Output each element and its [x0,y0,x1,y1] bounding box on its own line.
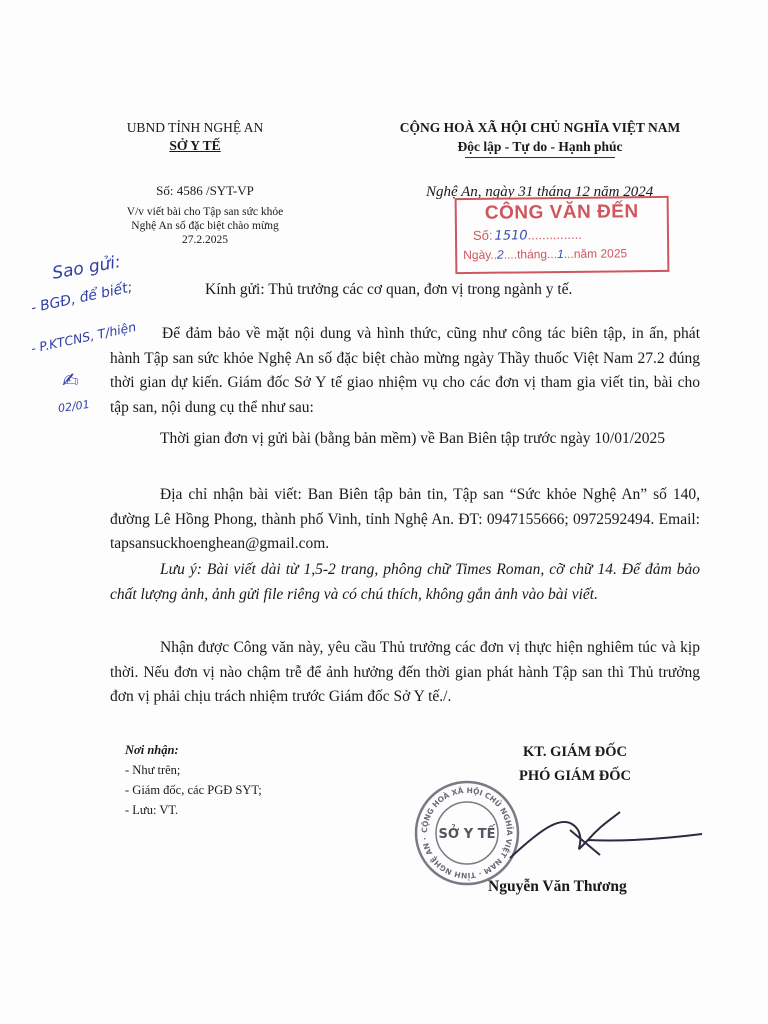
subject-line: 27.2.2025 [182,234,228,246]
signer-role: KT. GIÁM ĐỐC [522,744,628,760]
inbox-date-month: 1 [557,246,564,262]
dotted-fill: ............... [527,226,582,243]
inbox-stamp-title: CÔNG VĂN ĐẾN [484,201,639,224]
recipients-heading: Nơi nhận: [125,743,179,757]
recipient-item: - Giám đốc, các PGĐ SYT; [125,783,262,797]
recipient-item: - Lưu: VT. [125,803,179,817]
subject-line: Nghệ An số đặc biệt chào mừng [131,220,279,232]
motto: Độc lập - Tự do - Hạnh phúc [457,139,623,154]
body-paragraph-note: Lưu ý: Bài viết dài từ 1,5-2 trang, phông chữ Times Roman, cỡ chữ 14. Để đảm bảo chất lượng ảnh, ảnh gửi file riêng và có chú thích, không gắn ảnh vào bài viết. [110,561,700,603]
handwritten-note-line: - P.KTCNS, T/hiện [29,319,138,356]
nation-title: CỘNG HOÀ XÃ HỘI CHỦ NGHĨA VIỆT NAM [399,120,681,135]
signer-name: Nguyễn Văn Thương [488,878,627,895]
inbox-stamp-number [473,227,582,244]
body-paragraph: Thời gian đơn vị gửi bài (bằng bản mềm) về Ban Biên tập trước ngày 10/01/2025 [160,430,665,447]
department-name: SỞ Y TẾ [169,138,221,153]
date-place: Nghệ An, ngày 31 tháng 12 năm 2024 [426,184,654,200]
inbox-stamp-date: Ngày..2....tháng...1...năm 2025 [463,246,628,263]
inbox-date-label: Ngày [463,247,491,263]
subject-line: V/v viết bài cho Tập san sức khỏe [126,206,284,218]
body-paragraph: Địa chỉ nhận bài viết: Ban Biên tập bản tin, Tập san “Sức khỏe Nghệ An” số 140, đường Lê Hồng Phong, thành phố Vinh, tỉnh Nghệ An. ĐT: 0947155666; 0972592494. Email: tapsansuckhoenghean@gmail.com. [110,486,700,552]
subject-block [80,205,330,247]
greeting: Kính gửi: Thủ trưởng các cơ quan, đơn vị trong ngành y tế. [205,281,573,298]
document-number: Số: 4586 /SYT-VP [156,183,254,198]
body-paragraph: Nhận được Công văn này, yêu cầu Thủ trưởng các đơn vị thực hiện nghiêm túc và kịp thời. Nếu đơn vị nào chậm trễ để ảnh hưởng đến thời gian phát hành Tập san thì Thủ trưởng đơn vị phải chịu trách nhiệm trước Giám đốc Sở Y tế./. [110,639,700,705]
inbox-stamp [455,196,670,274]
seal-center-text: SỞ Y TẾ [438,827,496,842]
inbox-year-label: năm 2025 [573,246,628,261]
national-header [350,120,730,158]
recipients-block [125,740,345,820]
recipient-item: - Như trên; [125,763,181,777]
seal-ring-text: CỘNG HOÀ XÃ HỘI CHỦ NGHĨA VIỆT NAM · TỈNH NGHỆ AN · [419,785,515,881]
inbox-stamp-number-label: Số: [472,227,493,243]
motto-underline [465,157,615,158]
agency-name: UBND TỈNH NGHỆ AN [126,120,264,135]
inbox-stamp-number-value: 1510 [494,228,528,244]
body-paragraph: Để đảm bảo về mặt nội dung và hình thức, cũng như công tác biên tập, in ấn, phát hành Tập san sức khỏe Nghệ An số đặc biệt chào mừng ngày Thầy thuốc Việt Nam 27.2 đúng thời gian dự kiến. Giám đốc Sở Y tế giao nhiệm vụ cho các đơn vị tham gia viết tin, bài cho tập san, nội dung cụ thể như sau: [110,325,700,416]
inbox-month-label: tháng [516,247,548,262]
issuer-header [100,120,290,154]
handwritten-note-line: - BGĐ, để biết; [29,279,134,317]
handwritten-note-title: Sao gửi: [50,252,123,284]
handwritten-signature [470,800,710,880]
handwritten-date: 02/01 [57,397,91,416]
handwritten-initials: ✍ [62,368,79,392]
inbox-date-day: 2 [496,247,504,262]
signer-role: PHÓ GIÁM ĐỐC [519,768,631,784]
